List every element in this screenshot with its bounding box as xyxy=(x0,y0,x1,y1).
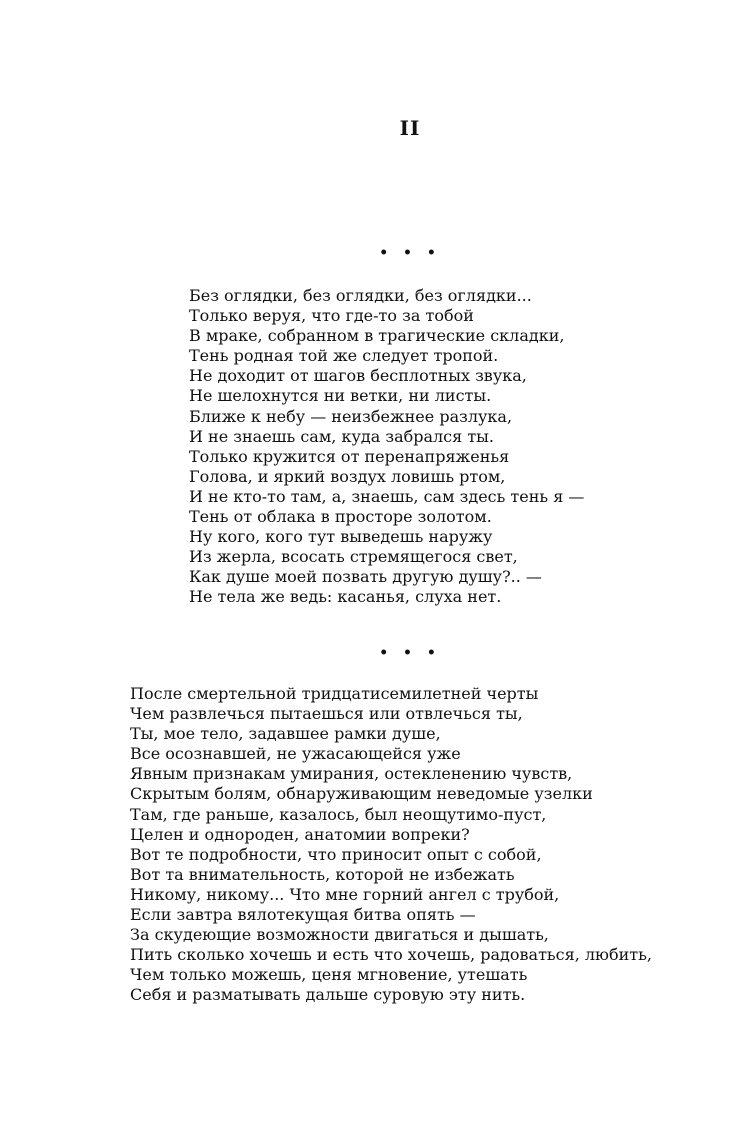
poem-line: И не кто-то там, а, знаешь, сам здесь тень я — xyxy=(189,486,585,506)
poem-line: Не доходит от шагов бесплотных звука, xyxy=(189,366,527,386)
poem-line: Никому, никому... Что мне горний ангел с трубой, xyxy=(130,884,560,904)
poem-line: Тень от облака в просторе золотом. xyxy=(189,507,492,527)
poem-line: Без оглядки, без оглядки, без оглядки... xyxy=(189,286,532,305)
poem-line: Только веруя, что где-то за тобой xyxy=(189,306,474,326)
poem-line: Вот те подробности, что приносит опыт с собой, xyxy=(130,844,542,864)
poem-line: Ближе к небу — неизбежнее разлука, xyxy=(189,406,513,426)
poem-line: В мраке, собранном в трагические складки, xyxy=(189,326,565,346)
poem-line: Вот та внимательность, которой не избежать xyxy=(130,864,515,884)
poem-line: Голова, и яркий воздух ловишь ртом, xyxy=(189,466,506,486)
poem-line: Пить сколько хочешь и есть что хочешь, радоваться, любить, xyxy=(130,945,652,965)
poem-line: Все осознавшей, не ужасающейся уже xyxy=(130,744,461,764)
section-title: II xyxy=(399,116,421,140)
poem-line: Тень родная той же следует тропой. xyxy=(189,346,499,366)
poem-line: Не тела же ведь: касанья, слуха нет. xyxy=(189,587,502,607)
poem-line: Целен и однороден, анатомии вопреки? xyxy=(130,824,470,844)
poem-line: Там, где раньше, казалось, был неощутимо-пуст, xyxy=(130,804,547,824)
stanza-separator: • • • xyxy=(379,645,441,661)
poem-line: Себя и разматывать дальше суровую эту нить. xyxy=(130,985,526,1005)
poem-line: После смертельной тридцатисемилетней черты xyxy=(130,684,539,703)
poem-line: Скрытым болям, обнаруживающим неведомые узелки xyxy=(130,784,593,804)
poem-line: Только кружится от перенапряженья xyxy=(189,446,510,466)
poem-line: Ну кого, кого тут выведешь наружу xyxy=(189,527,493,547)
poem-line: Не шелохнутся ни ветки, ни листы. xyxy=(189,386,492,406)
poem-line: И не знаешь сам, куда забрался ты. xyxy=(189,426,494,446)
poem-line: Если завтра вялотекущая битва опять — xyxy=(130,905,476,925)
poem-line: Как душе моей позвать другую душу?.. — xyxy=(189,567,542,587)
poem-line: Чем только можешь, ценя мгновение, утешать xyxy=(130,965,528,985)
poem-line: Явным признакам умирания, остекленению чувств, xyxy=(130,764,573,784)
poem-line: Чем развлечься пытаешься или отвлечься ты, xyxy=(130,704,523,724)
poem-line: Ты, мое тело, задавшее рамки душе, xyxy=(130,724,441,744)
stanza-separator: • • • xyxy=(379,245,441,261)
poem-2 xyxy=(130,684,652,1006)
poem-line: За скудеющие возможности двигаться и дышать, xyxy=(130,925,549,945)
poem-line: Из жерла, всосать стремящегося свет, xyxy=(189,547,518,567)
poem-1 xyxy=(189,286,584,608)
